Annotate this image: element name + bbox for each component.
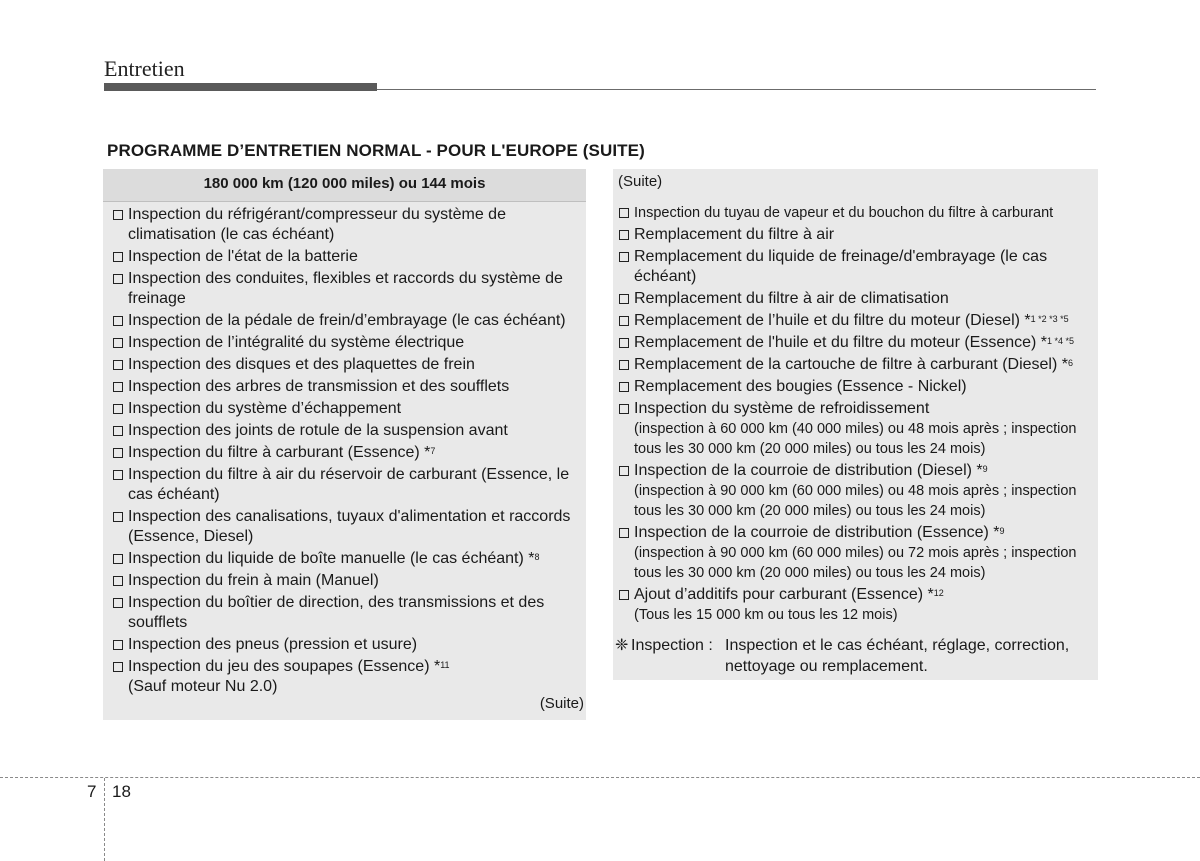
checkbox-icon <box>113 382 123 392</box>
list-item <box>111 269 580 309</box>
checkbox-icon <box>113 316 123 326</box>
footer-divider-vertical <box>104 778 105 861</box>
item-text: Inspection du filtre à carburant (Essence) * <box>128 444 431 461</box>
item-text: Remplacement de l'huile et du filtre du moteur (Essence) * <box>634 334 1048 351</box>
list-item <box>111 635 580 655</box>
footnote-ref: 1 *4 *5 <box>1047 336 1075 346</box>
item-text: Inspection de la courroie de distribution (Essence) * <box>634 524 1000 541</box>
list-item <box>617 289 1094 309</box>
list-item <box>111 507 580 547</box>
list-item <box>617 355 1094 375</box>
item-text: Inspection du tuyau de vapeur et du bouchon du filtre à carburant <box>634 205 1054 221</box>
note-symbol-icon: ❈ <box>615 637 629 654</box>
inspection-note <box>613 635 1098 677</box>
list-item <box>111 443 580 463</box>
header-rule-accent <box>104 83 377 91</box>
item-text: Inspection du filtre à air du réservoir de carburant (Essence, le cas échéant) <box>128 466 570 503</box>
item-text: Remplacement du filtre à air de climatisation <box>634 290 949 307</box>
item-text: Ajout d’additifs pour carburant (Essence) * <box>634 586 934 603</box>
list-item <box>111 333 580 353</box>
checkbox-icon <box>113 662 123 672</box>
item-text: Remplacement de l’huile et du filtre du moteur (Diesel) * <box>634 312 1031 329</box>
item-text: Inspection des disques et des plaquettes de frein <box>128 356 475 373</box>
list-item <box>111 421 580 441</box>
item-text: Inspection des pneus (pression et usure) <box>128 636 418 653</box>
list-item <box>111 593 580 633</box>
checkbox-icon <box>113 448 123 458</box>
list-item <box>617 585 1094 625</box>
checkbox-icon <box>113 210 123 220</box>
footer-divider <box>0 777 1200 778</box>
chapter-number: 7 <box>87 782 97 801</box>
checkbox-icon <box>113 252 123 262</box>
item-detail: (inspection à 60 000 km (40 000 miles) ou 48 mois après ; inspection tous les 30 000 km (20 000 miles) ou tous les 24 mois) <box>634 421 1077 457</box>
list-item <box>111 571 580 591</box>
item-text: Inspection du système d’échappement <box>128 400 402 417</box>
checkbox-icon <box>113 512 123 522</box>
right-schedule-panel <box>613 169 1098 680</box>
item-detail: (Sauf moteur Nu 2.0) <box>128 678 278 695</box>
item-detail: (inspection à 90 000 km (60 000 miles) ou 72 mois après ; inspection tous les 30 000 km (20 000 miles) ou tous les 24 mois) <box>634 545 1077 581</box>
item-text: Inspection de la courroie de distribution (Diesel) * <box>634 462 983 479</box>
item-detail: (Tous les 15 000 km ou tous les 12 mois) <box>634 607 898 623</box>
footnote-ref: 11 <box>440 660 450 670</box>
checkbox-icon <box>619 528 629 538</box>
item-text: Inspection du jeu des soupapes (Essence) * <box>128 658 441 675</box>
item-text: Remplacement des bougies (Essence - Nickel) <box>634 378 967 395</box>
checkbox-icon <box>619 316 629 326</box>
footnote-ref: 1 *2 *3 *5 <box>1030 314 1069 324</box>
left-schedule-panel <box>103 169 586 720</box>
list-item <box>111 377 580 397</box>
item-text: Remplacement du filtre à air <box>634 226 835 243</box>
checkbox-icon <box>113 426 123 436</box>
checkbox-icon <box>619 590 629 600</box>
checkbox-icon <box>113 576 123 586</box>
page-heading: PROGRAMME D’ENTRETIEN NORMAL - POUR L'EUROPE (SUITE) <box>107 141 645 160</box>
list-item <box>617 399 1094 459</box>
footnote-ref: 6 <box>1067 358 1073 368</box>
list-item <box>617 523 1094 583</box>
interval-header: 180 000 km (120 000 miles) ou 144 mois <box>103 169 586 202</box>
checkbox-icon <box>619 230 629 240</box>
list-item <box>617 311 1094 331</box>
checkbox-icon <box>113 640 123 650</box>
checkbox-icon <box>113 554 123 564</box>
continued-label: (Suite) <box>539 695 584 712</box>
checkbox-icon <box>113 360 123 370</box>
item-text: Inspection du réfrigérant/compresseur du système de climatisation (le cas échéant) <box>128 206 506 243</box>
checkbox-icon <box>619 382 629 392</box>
list-item <box>111 247 580 267</box>
list-item <box>617 247 1094 287</box>
item-text: Inspection des arbres de transmission et des soufflets <box>128 378 510 395</box>
checkbox-icon <box>619 360 629 370</box>
checkbox-icon <box>619 466 629 476</box>
list-item <box>111 465 580 505</box>
checkbox-icon <box>113 404 123 414</box>
item-text: Inspection du liquide de boîte manuelle (le cas échéant) * <box>128 550 535 567</box>
list-item <box>617 377 1094 397</box>
list-item <box>617 333 1094 353</box>
footnote-ref: 9 <box>999 526 1005 536</box>
checkbox-icon <box>113 598 123 608</box>
footnote-ref: 9 <box>982 464 988 474</box>
page-number: 18 <box>112 782 131 801</box>
checkbox-icon <box>619 404 629 414</box>
list-item <box>111 399 580 419</box>
item-text: Inspection du frein à main (Manuel) <box>128 572 379 589</box>
checkbox-icon <box>619 252 629 262</box>
left-item-list <box>103 202 586 697</box>
item-text: Inspection de la pédale de frein/d’embrayage (le cas échéant) <box>128 312 566 329</box>
list-item <box>111 205 580 245</box>
list-item <box>111 657 580 697</box>
checkbox-icon <box>113 274 123 284</box>
list-item <box>111 311 580 331</box>
item-text: Inspection de l’intégralité du système électrique <box>128 334 465 351</box>
checkbox-icon <box>113 470 123 480</box>
list-item <box>617 203 1094 223</box>
footnote-ref: 12 <box>933 588 944 598</box>
list-item <box>111 549 580 569</box>
checkbox-icon <box>619 338 629 348</box>
footnote-ref: 8 <box>534 552 540 562</box>
checkbox-icon <box>619 208 629 218</box>
item-text: Inspection des conduites, flexibles et raccords du système de freinage <box>128 270 563 307</box>
footnote-ref: 7 <box>430 446 436 456</box>
item-detail: (inspection à 90 000 km (60 000 miles) ou 48 mois après ; inspection tous les 30 000 km (20 000 miles) ou tous les 24 mois) <box>634 483 1077 519</box>
list-item <box>617 225 1094 245</box>
continued-label: (Suite) <box>618 173 663 190</box>
note-label: Inspection : <box>631 637 713 654</box>
item-text: Remplacement du liquide de freinage/d'embrayage (le cas échéant) <box>634 248 1048 285</box>
section-title: Entretien <box>104 56 185 81</box>
item-text: Inspection de l'état de la batterie <box>128 248 358 265</box>
note-text: Inspection et le cas échéant, réglage, correction, nettoyage ou remplacement. <box>725 637 1070 675</box>
list-item <box>111 355 580 375</box>
item-text: Inspection des joints de rotule de la suspension avant <box>128 422 508 439</box>
item-text: Remplacement de la cartouche de filtre à carburant (Diesel) * <box>634 356 1068 373</box>
right-item-list <box>613 199 1098 625</box>
item-text: Inspection du boîtier de direction, des transmissions et des soufflets <box>128 594 545 631</box>
checkbox-icon <box>619 294 629 304</box>
item-text: Inspection du système de refroidissement <box>634 400 930 417</box>
list-item <box>617 461 1094 521</box>
checkbox-icon <box>113 338 123 348</box>
item-text: Inspection des canalisations, tuyaux d'alimentation et raccords (Essence, Diesel) <box>128 508 571 545</box>
